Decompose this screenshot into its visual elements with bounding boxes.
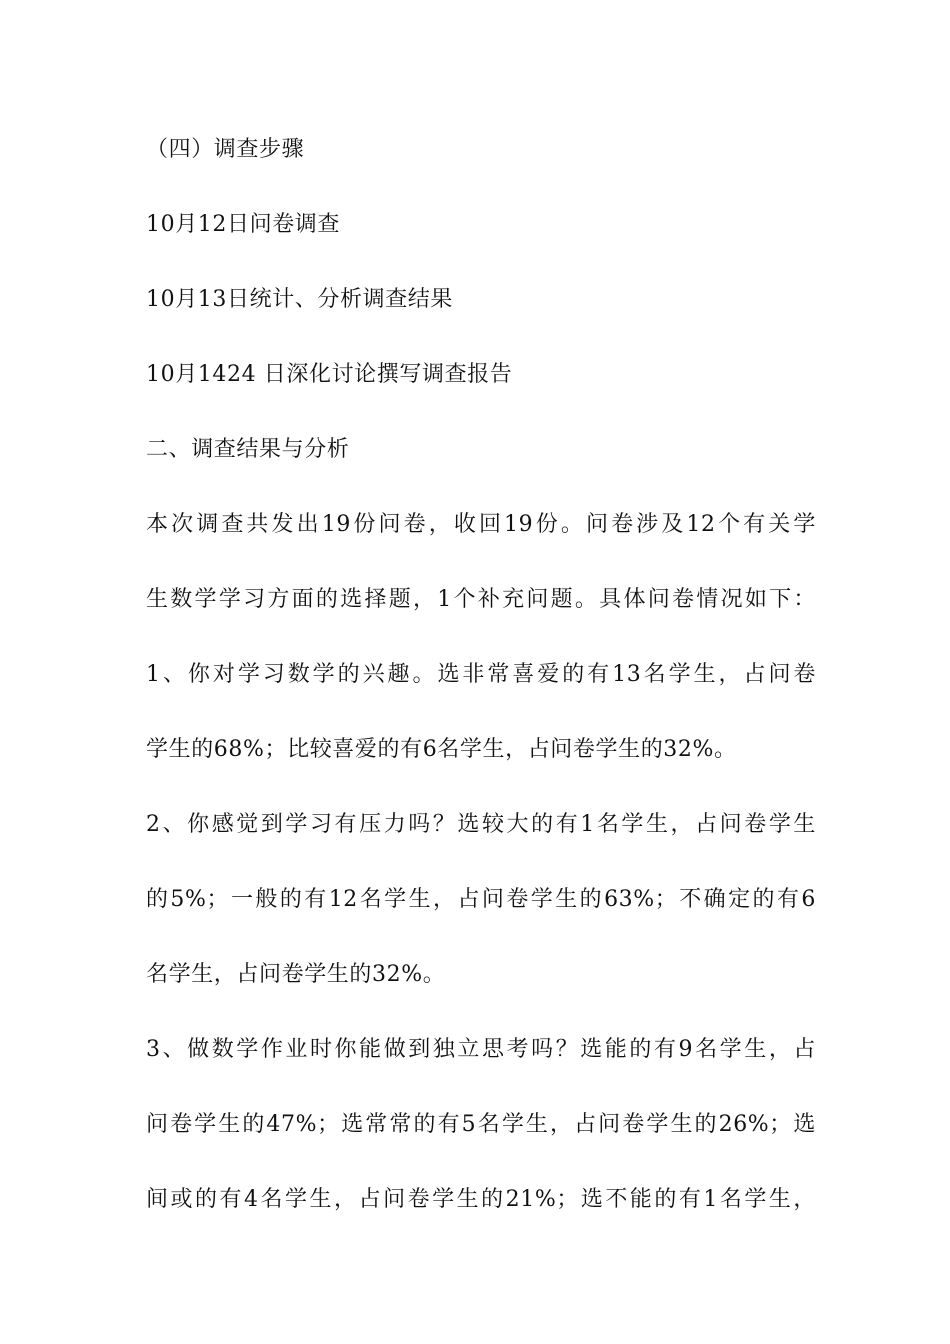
paragraph-line: 名学生，占问卷学生的32%。 [146,962,446,987]
section-heading-survey-steps: （四）调查步骤 [146,137,305,162]
step-line-1: 10月12日问卷调查 [146,212,340,237]
step-line-2: 10月13日统计、分析调查结果 [146,287,453,312]
paragraph-line: 1、你对学习数学的兴趣。选非常喜爱的有13名学生，占问卷 [146,662,816,687]
paragraph-line: 问卷学生的47%；选常常的有5名学生，占问卷学生的26%；选 [146,1112,816,1137]
paragraph-line: 2、你感觉到学习有压力吗？选较大的有1名学生，占问卷学生 [146,812,816,837]
paragraph-line: 间或的有4名学生，占问卷学生的21%；选不能的有1名学生， [146,1187,816,1212]
paragraph-line: 3、做数学作业时你能做到独立思考吗？选能的有9名学生，占 [146,1037,816,1062]
paragraph-line: 的5%；一般的有12名学生，占问卷学生的63%；不确定的有6 [146,887,816,912]
paragraph-line: 生数学学习方面的选择题，1个补充问题。具体问卷情况如下： [146,587,816,612]
paragraph-line: 学生的68%；比较喜爱的有6名学生，占问卷学生的32%。 [146,737,737,762]
paragraph-line: 本次调查共发出19份问卷，收回19份。问卷涉及12个有关学 [146,512,816,537]
section-heading-results: 二、调查结果与分析 [146,437,350,462]
step-line-3: 10月1424 日深化讨论撰写调查报告 [146,362,513,387]
